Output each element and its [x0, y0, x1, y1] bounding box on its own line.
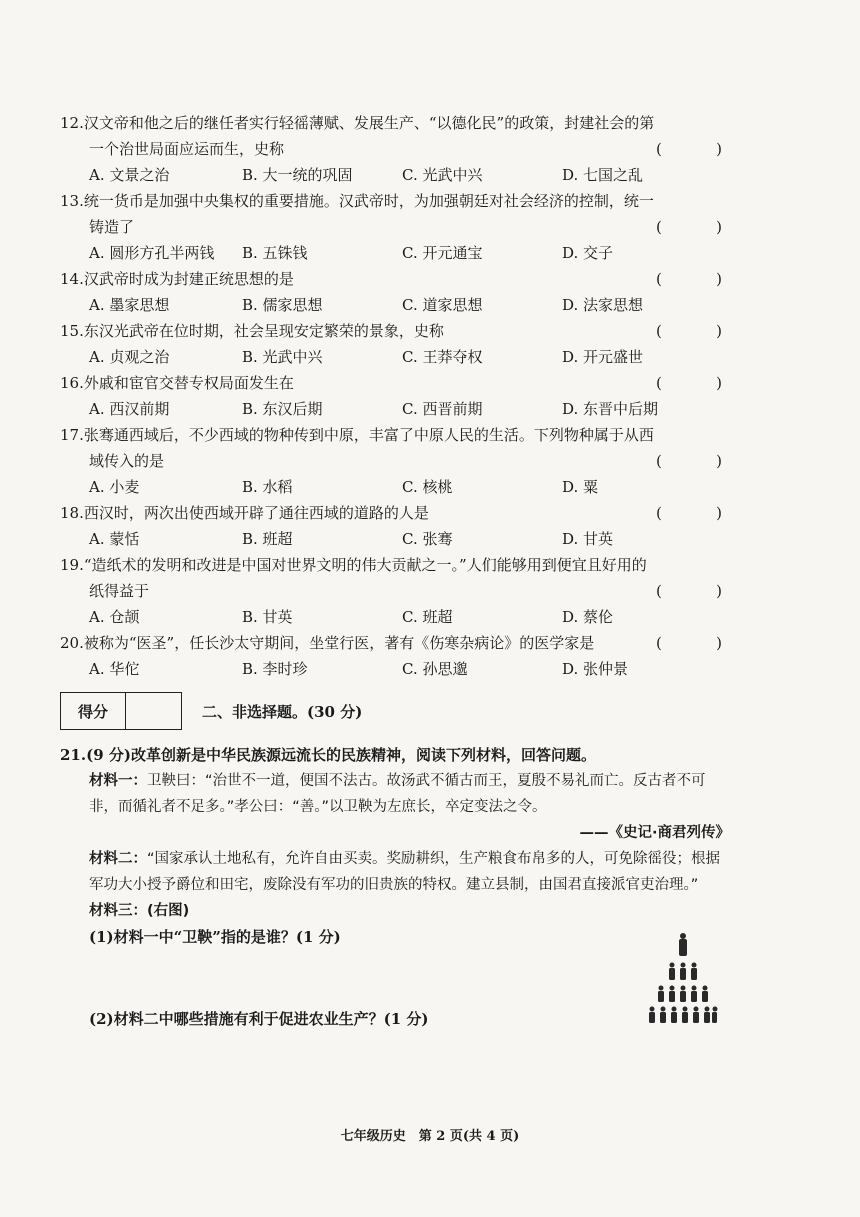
- paren-right: ): [716, 582, 722, 600]
- options-row: [60, 162, 730, 188]
- option-b[interactable]: B. 东汉后期: [242, 400, 323, 418]
- option-c[interactable]: C. 光武中兴: [402, 166, 483, 184]
- option-c[interactable]: C. 西晋前期: [402, 400, 483, 418]
- option-c[interactable]: C. 核桃: [402, 478, 453, 496]
- paren-left: (: [656, 582, 662, 600]
- material-3: [60, 898, 730, 924]
- option-c[interactable]: C. 开元通宝: [402, 244, 483, 262]
- question-item: [60, 630, 730, 682]
- material-1-text: 卫鞅曰：“治世不一道，便国不法古。故汤武不循古而王，夏殷不易礼而亡。反古者不可非，而循礼者不足多。”孝公曰：“善。”以卫鞅为左庶长，卒定变法之令。: [89, 773, 706, 815]
- answer-parentheses[interactable]: [656, 214, 722, 240]
- material-3-label: 材料三：(右图): [89, 903, 190, 919]
- option-d[interactable]: D. 交子: [562, 244, 614, 262]
- option-b[interactable]: B. 班超: [242, 530, 293, 548]
- question-item: [60, 266, 730, 318]
- paren-left: (: [656, 504, 662, 522]
- page-footer: 七年级历史 第 2 页(共 4 页): [340, 1129, 520, 1144]
- question-stem: 18.西汉时，两次出使西域开辟了通往西域的道路的人是: [60, 504, 429, 522]
- paren-left: (: [656, 374, 662, 392]
- material-1-source: ——《史记·商君列传》: [579, 825, 730, 841]
- option-a[interactable]: A. 贞观之治: [89, 348, 170, 366]
- question-stem: 13.统一货币是加强中央集权的重要措施。汉武帝时，为加强朝廷对社会经济的控制，统一铸造了: [60, 192, 654, 236]
- question-stem: 20.被称为“医圣”，任长沙太守期间，坐堂行医，著有《伤寒杂病论》的医学家是: [60, 634, 595, 652]
- paren-right: ): [716, 452, 722, 470]
- option-b[interactable]: B. 甘英: [242, 608, 293, 626]
- question-item: [60, 422, 730, 500]
- question-stem: 12.汉文帝和他之后的继任者实行轻徭薄赋、发展生产、“以德化民”的政策，封建社会的第一个治世局面应运而生，史称: [60, 114, 655, 158]
- options-row: [60, 344, 730, 370]
- section-title: 二、非选择题。(30 分): [202, 702, 363, 721]
- option-a[interactable]: A. 华佗: [89, 660, 140, 678]
- paren-right: ): [716, 270, 722, 288]
- answer-parentheses[interactable]: [656, 318, 722, 344]
- material-2-label: 材料二：: [89, 851, 147, 867]
- exam-content: [60, 110, 730, 1032]
- question-stem: 14.汉武帝时成为封建正统思想的是: [60, 270, 294, 288]
- option-d[interactable]: D. 张仲景: [562, 660, 629, 678]
- option-b[interactable]: B. 五铢钱: [242, 244, 308, 262]
- option-d[interactable]: D. 粟: [562, 478, 599, 496]
- answer-parentheses[interactable]: [656, 370, 722, 396]
- question-item: [60, 110, 730, 188]
- option-c[interactable]: C. 道家思想: [402, 296, 483, 314]
- option-b[interactable]: B. 儒家思想: [242, 296, 323, 314]
- social-hierarchy-pyramid-figure: [648, 930, 718, 1025]
- question-item: [60, 318, 730, 370]
- question-21-title: 21.(9 分)改革创新是中华民族源远流长的民族精神，阅读下列材料，回答问题。: [60, 746, 596, 764]
- question-stem: 15.东汉光武帝在位时期，社会呈现安定繁荣的景象，史称: [60, 322, 444, 340]
- sub-question-2: (2)材料二中哪些措施有利于促进农业生产？(1 分): [89, 1010, 429, 1028]
- option-d[interactable]: D. 东晋中后期: [562, 400, 659, 418]
- option-b[interactable]: B. 大一统的巩固: [242, 166, 353, 184]
- question-stem: 17.张骞通西域后，不少西域的物种传到中原，丰富了中原人民的生活。下列物种属于从西域传入的是: [60, 426, 654, 470]
- material-1: [60, 768, 730, 820]
- paren-left: (: [656, 218, 662, 236]
- option-a[interactable]: A. 圆形方孔半两钱: [89, 244, 215, 262]
- options-row: [60, 292, 730, 318]
- sub-question-1: (1)材料一中“卫鞅”指的是谁？(1 分): [89, 928, 341, 946]
- options-row: [60, 474, 730, 500]
- paren-left: (: [656, 634, 662, 652]
- options-row: [60, 526, 730, 552]
- option-d[interactable]: D. 七国之乱: [562, 166, 644, 184]
- material-2-text: “国家承认土地私有，允许自由买卖。奖励耕织，生产粮食布帛多的人，可免除徭役；根据军功大小授予爵位和田宅，废除没有军功的旧贵族的特权。建立县制，由国君直接派官吏治理。”: [89, 851, 721, 893]
- paren-left: (: [656, 322, 662, 340]
- option-d[interactable]: D. 开元盛世: [562, 348, 644, 366]
- paren-right: ): [716, 140, 722, 158]
- option-d[interactable]: D. 法家思想: [562, 296, 644, 314]
- paren-right: ): [716, 218, 722, 236]
- answer-parentheses[interactable]: [656, 630, 722, 656]
- score-box: [60, 692, 182, 730]
- paren-right: ): [716, 634, 722, 652]
- option-c[interactable]: C. 张骞: [402, 530, 453, 548]
- option-a[interactable]: A. 文景之治: [89, 166, 170, 184]
- score-row: [60, 692, 730, 730]
- option-b[interactable]: B. 水稻: [242, 478, 293, 496]
- material-1-label: 材料一：: [89, 773, 147, 789]
- paren-left: (: [656, 452, 662, 470]
- option-c[interactable]: C. 王莽夺权: [402, 348, 483, 366]
- option-a[interactable]: A. 蒙恬: [89, 530, 140, 548]
- paren-left: (: [656, 140, 662, 158]
- paren-right: ): [716, 322, 722, 340]
- score-blank[interactable]: [126, 693, 181, 729]
- option-a[interactable]: A. 西汉前期: [89, 400, 170, 418]
- question-stem: 16.外戚和宦官交替专权局面发生在: [60, 374, 294, 392]
- options-row: [60, 396, 730, 422]
- multiple-choice-section: [60, 110, 730, 682]
- option-a[interactable]: A. 小麦: [89, 478, 140, 496]
- option-c[interactable]: C. 孙思邈: [402, 660, 468, 678]
- question-stem: 19.“造纸术的发明和改进是中国对世界文明的伟大贡献之一。”人们能够用到便宜且好用的纸得益于: [60, 556, 647, 600]
- answer-space-1[interactable]: [60, 950, 730, 1006]
- question-item: [60, 370, 730, 422]
- options-row: [60, 604, 730, 630]
- score-label: 得分: [61, 693, 126, 729]
- answer-parentheses[interactable]: [656, 500, 722, 526]
- answer-parentheses[interactable]: [656, 578, 722, 604]
- option-c[interactable]: C. 班超: [402, 608, 453, 626]
- paren-left: (: [656, 270, 662, 288]
- option-a[interactable]: A. 仓颉: [89, 608, 140, 626]
- option-d[interactable]: D. 甘英: [562, 530, 614, 548]
- option-d[interactable]: D. 蔡伦: [562, 608, 614, 626]
- answer-parentheses[interactable]: [656, 266, 722, 292]
- option-b[interactable]: B. 李时珍: [242, 660, 308, 678]
- option-b[interactable]: B. 光武中兴: [242, 348, 323, 366]
- question-item: [60, 188, 730, 266]
- options-row: [60, 656, 730, 682]
- options-row: [60, 240, 730, 266]
- paren-right: ): [716, 504, 722, 522]
- question-item: [60, 552, 730, 630]
- answer-parentheses[interactable]: [656, 136, 722, 162]
- question-21: [60, 742, 730, 1032]
- question-item: [60, 500, 730, 552]
- option-a[interactable]: A. 墨家思想: [89, 296, 170, 314]
- material-2: [60, 846, 730, 898]
- paren-right: ): [716, 374, 722, 392]
- answer-parentheses[interactable]: [656, 448, 722, 474]
